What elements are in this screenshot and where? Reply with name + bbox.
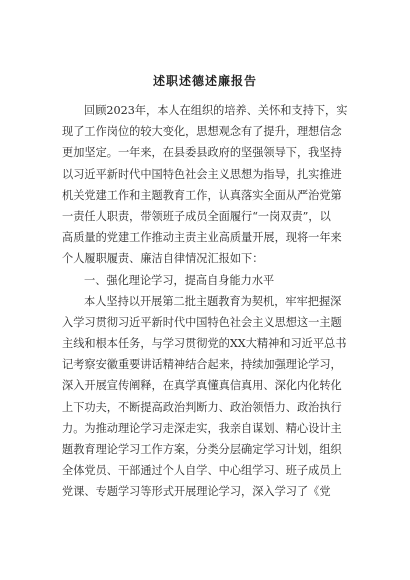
paragraph-line: 深入开展宣传阐释，在真学真懂真信真用、深化内化转化 [62, 379, 342, 393]
paragraph-line: 高质量的党建工作推动主责主业高质量开展，现将一年来 [62, 231, 342, 245]
paragraph-line: 一责任人职责，带领班子成员全面履行“一岗双责”，以 [62, 209, 331, 223]
paragraph-line: 本人坚持以开展第二批主题教育为契机，牢牢把握深 [84, 294, 342, 308]
paragraph-line: 主线和根本任务，与学习贯彻党的XX大精神和习近平总书 [62, 337, 347, 351]
paragraph-line: 记考察安徽重要讲话精神结合起来，持续加强理论学习， [62, 358, 342, 372]
paragraph-line: 上下功夫，不断提高政治判断力、政治领悟力、政治执行 [62, 400, 342, 414]
document-body [62, 100, 348, 503]
section-heading: 一、强化理论学习，提高自身能力水平 [84, 273, 275, 287]
paragraph-line: 全体党员、干部通过个人自学、中心组学习、班子成员上 [62, 464, 342, 478]
paragraph-line: 力。为推动理论学习走深走实，我亲自谋划、精心设计主 [62, 421, 342, 435]
paragraph-line: 党课、专题学习等形式开展理论学习，深入学习了《党 [62, 485, 331, 499]
paragraph-line: 以习近平新时代中国特色社会主义思想为指导，扎实推进 [62, 167, 342, 181]
paragraph-line: 个人履职履责、廉洁自律情况汇报如下： [62, 252, 264, 266]
paragraph-line: 入学习贯彻习近平新时代中国特色社会主义思想这一主题 [62, 315, 342, 329]
document-title: 述职述德述廉报告 [152, 74, 257, 88]
paragraph-line: 现了工作岗位的较大变化，思想观念有了提升，理想信念 [62, 125, 342, 139]
paragraph-line: 更加坚定。一年来，在县委县政府的坚强领导下，我坚持 [62, 146, 342, 160]
paragraph-line: 回顾2023年，本人在组织的培养、关怀和支持下，实 [84, 104, 348, 117]
paragraph-line: 题教育理论学习工作方案，分类分层确定学习计划，组织 [62, 443, 342, 456]
paragraph-line: 机关党建工作和主题教育工作，认真落实全面从严治党第 [62, 188, 342, 202]
